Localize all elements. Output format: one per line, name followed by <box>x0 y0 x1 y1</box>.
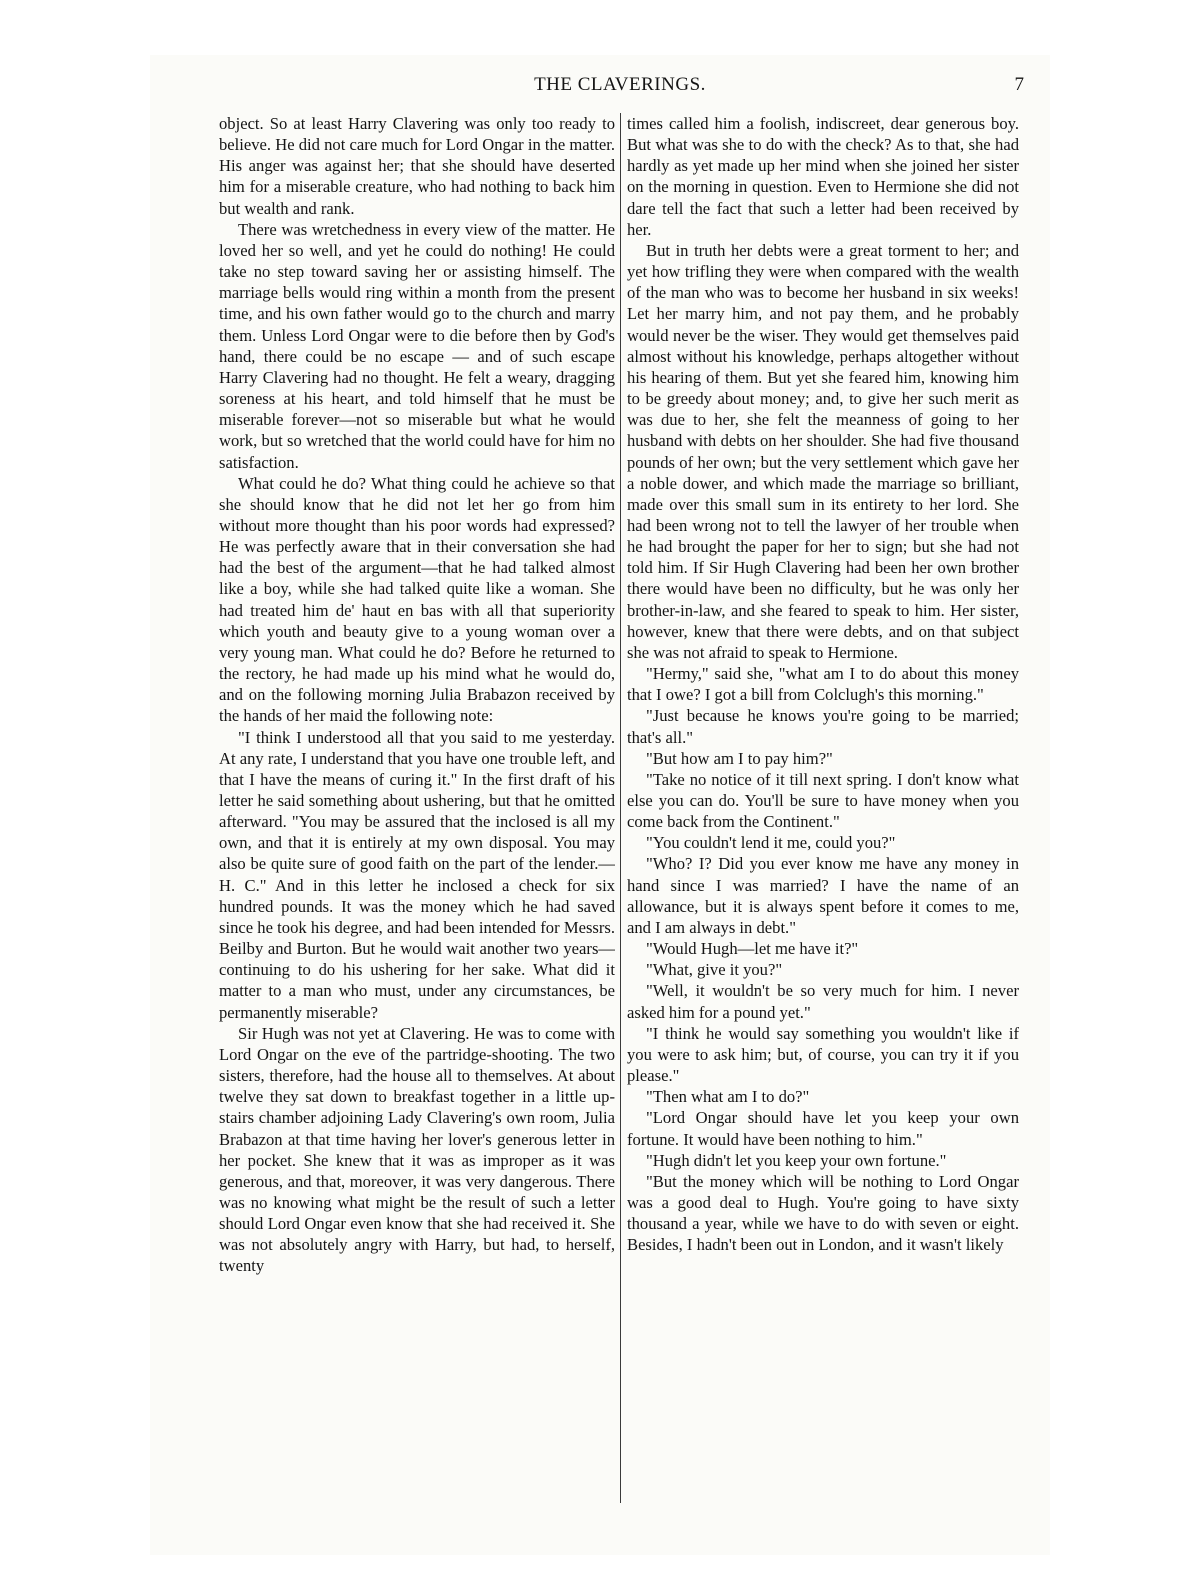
paragraph: "Lord Ongar should have let you keep your own fortune. It would have been nothing to him." <box>627 1108 1019 1149</box>
paragraph: "Well, it wouldn't be so very much for him. I never asked him for a pound yet." <box>627 981 1019 1022</box>
column-divider <box>620 113 621 1503</box>
paragraph: "Hermy," said she, "what am I to do about this money that I owe? I got a bill from Colclugh's this morning." <box>627 664 1019 705</box>
paragraph: "You couldn't lend it me, could you?" <box>646 833 896 853</box>
page-number: 7 <box>1014 74 1024 95</box>
paragraph: "Would Hugh—let me have it?" <box>646 939 859 959</box>
paragraph: "Hugh didn't let you keep your own fortune." <box>646 1150 947 1170</box>
running-header <box>210 74 1030 102</box>
paragraph: times called him a foolish, indiscreet, dear generous boy. But what was she to do with the check? As to that, she had hardly as yet made up her mind when she joined her sister on the morning in question. Even to Hermione she did not dare tell the fact that such a letter had been received by her. <box>627 114 1019 239</box>
paragraph: But in truth her debts were a great torment to her; and yet how trifling they were when compared with the wealth of the man who was to become her husband in six weeks! Let her marry him, and not pay them, and he probably would never be the wiser. They would get themselves paid almost without his knowledge, perhaps altogether without his hearing of them. But yet she feared him, knowing him to be greedy about money; and, to give her such merit as was due to her, she felt the meanness of going to her husband with debts on her shoulder. She had five thousand pounds of her own; but the very settlement which gave her a noble dower, and which made the marriage so brilliant, made over this small sum in its entirety to her lord. She had been wrong not to tell the lawyer of her trouble when he had brought the paper for her to sign; but she had not told him. If Sir Hugh Clavering had been her own brother there would have been no difficulty, but he was only her brother-in-law, and she feared to speak to him. Her sister, however, knew that there were debts, and on that subject she was not afraid to speak to Hermione. <box>627 240 1019 662</box>
paragraph: "Just because he knows you're going to be married; that's all." <box>627 706 1019 747</box>
paragraph: "But the money which will be nothing to Lord Ongar was a good deal to Hugh. You're going to have sixty thousand a year, while we have to do with seven or eight. Besides, I hadn't been out in London, and it wasn't likely <box>627 1171 1019 1255</box>
paragraph: "What, give it you?" <box>646 960 783 980</box>
paragraph: "Who? I? Did you ever know me have any money in hand since I was married? I have the name of an allowance, but it is always spent before it comes to me, and I am always in debt." <box>627 854 1019 937</box>
paragraph: What could he do? What thing could he achieve so that she should know that he did not let her go from him without more thought than his poor words had expressed? He was perfectly aware that in their conversation she had had the best of the argument—that he had talked almost like a boy, while she had talked quite like a woman. She had treated him de' haut en bas with all that superiority which youth and beauty give to a young woman over a very young man. What could he do? Before he returned to the rectory, he had made up his mind what he would do, and on the following morning Julia Brabazon received by the hands of her maid the following note: <box>219 473 615 726</box>
left-column <box>219 113 615 1503</box>
paragraph: "But how am I to pay him?" <box>646 748 833 768</box>
paragraph: "Then what am I to do?" <box>646 1087 810 1107</box>
paragraph: "I think I understood all that you said to me yesterday. At any rate, I understand that you have one trouble left, and that I have the means of curing it." In the first draft of his letter he said something about ushering, but that he omitted afterward. "You may be assured that the inclosed is all my own, and that it is entirely at my own disposal. You may also be quite sure of good faith on the part of the lender.—H. C." And in this letter he inclosed a check for six hundred pounds. It was the money which he had saved since he took his degree, and had been intended for Messrs. Beilby and Burton. But he would wait another two years—continuing to do his ushering for her sake. What did it matter to a man who must, under any circumstances, be permanently miserable? <box>219 727 615 1022</box>
paragraph: Sir Hugh was not yet at Clavering. He was to come with Lord Ongar on the eve of the partridge-shooting. The two sisters, therefore, had the house all to themselves. At about twelve they sat down to breakfast together in a little up-stairs chamber adjoining Lady Clavering's own room, Julia Brabazon at that time having her lover's generous letter in her pocket. She knew that it was as improper as it was generous, and that, moreover, it was very dangerous. There was no knowing what might be the result of such a letter should Lord Ongar even know that she had received it. She was not absolutely angry with Harry, but had, to herself, twenty <box>219 1023 615 1276</box>
running-title: THE CLAVERINGS. <box>534 74 706 95</box>
paragraph: There was wretchedness in every view of the matter. He loved her so well, and yet he could do nothing! He could take no step toward saving her or assisting himself. The marriage bells would ring within a month from the present time, and his own father would go to the church and marry them. Unless Lord Ongar were to die before then by God's hand, there could be no escape — and of such escape Harry Clavering had no thought. He felt a weary, dragging soreness at his heart, and told himself that he must be miserable forever—not so miserable but what he would work, but so wretched that the world could have for him no satisfaction. <box>219 219 615 472</box>
paragraph: "I think he would say something you wouldn't like if you were to ask him; but, of course, you can try it if you please." <box>627 1023 1019 1086</box>
paragraph: object. So at least Harry Clavering was only too ready to believe. He did not care much for Lord Ongar in the matter. His anger was against her; that she should have deserted him for a miserable creature, who had nothing to back him but wealth and rank. <box>219 114 615 218</box>
paragraph: "Take no notice of it till next spring. I don't know what else you can do. You'll be sure to have money when you come back from the Continent." <box>627 769 1019 832</box>
right-column <box>627 113 1019 1503</box>
